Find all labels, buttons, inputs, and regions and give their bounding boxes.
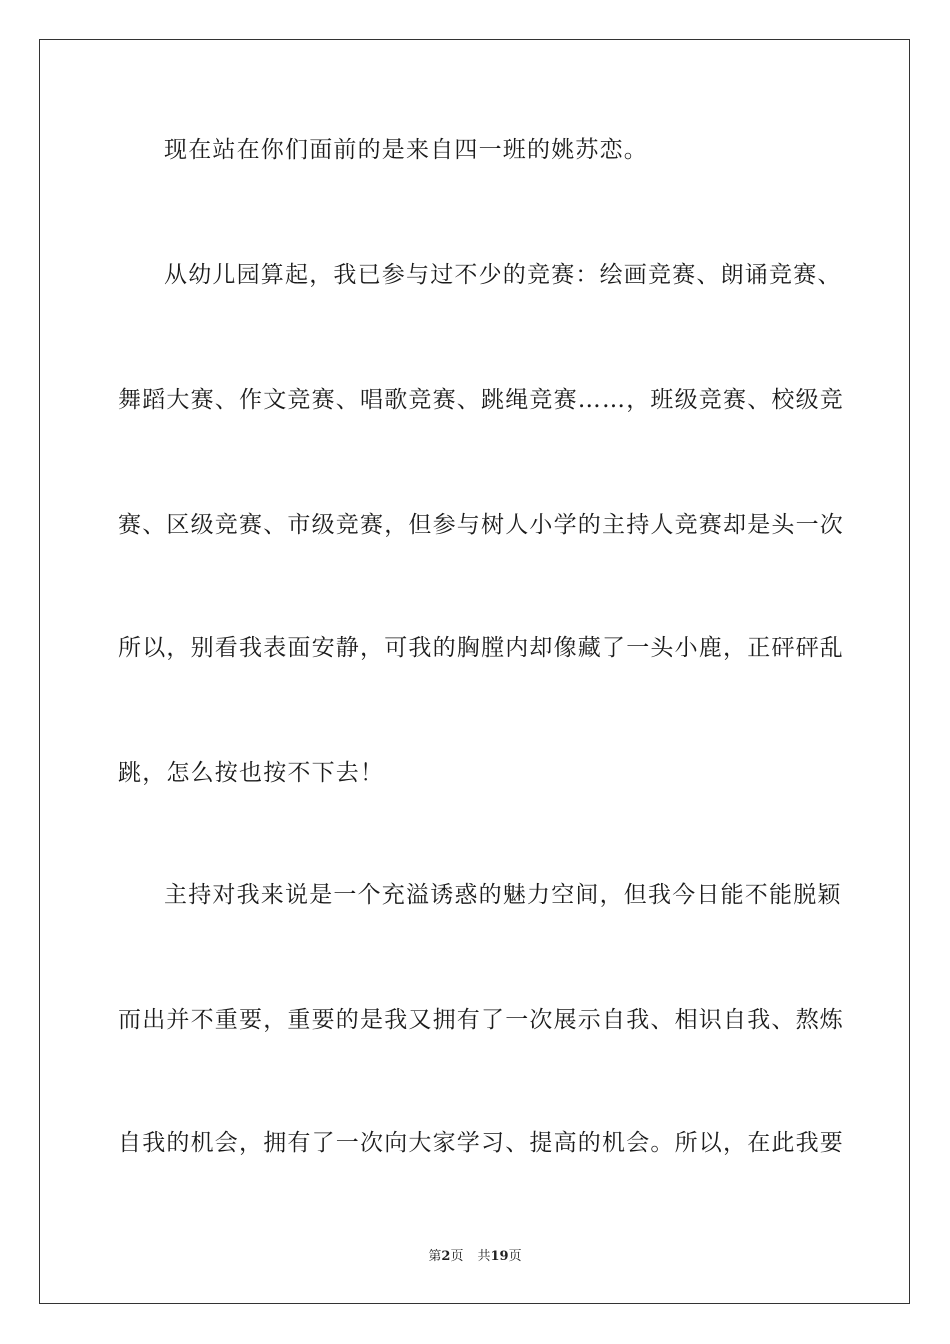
paragraph-line: 所以，别看我表面安静，可我的胸膛内却像藏了一头小鹿，正砰砰乱	[118, 635, 844, 661]
paragraph-line: 现在站在你们面前的是来自四一班的姚苏恋。	[164, 137, 648, 163]
page-border	[39, 39, 910, 1304]
total-prefix: 共	[477, 1249, 491, 1264]
paragraph-line: 赛、区级竞赛、市级竞赛，但参与树人小学的主持人竞赛却是头一次	[118, 512, 844, 538]
page-prefix: 第	[428, 1249, 442, 1264]
total-pages: 19	[490, 1249, 509, 1264]
paragraph-line: 从幼儿园算起，我已参与过不少的竞赛：绘画竞赛、朗诵竞赛、	[164, 262, 842, 288]
page-footer	[0, 1248, 950, 1266]
paragraph-line: 自我的机会，拥有了一次向大家学习、提高的机会。所以，在此我要	[118, 1130, 844, 1156]
paragraph-line: 跳，怎么按也按不下去！	[118, 760, 385, 786]
total-suffix: 页	[508, 1249, 522, 1264]
paragraph-line: 而出并不重要，重要的是我又拥有了一次展示自我、相识自我、熬炼	[118, 1007, 844, 1033]
paragraph-line: 舞蹈大赛、作文竞赛、唱歌竞赛、跳绳竞赛……，班级竞赛、校级竞	[118, 387, 844, 413]
page-suffix: 页	[450, 1249, 464, 1264]
paragraph-line: 主持对我来说是一个充溢诱惑的魅力空间，但我今日能不能脱颖	[164, 882, 842, 908]
page-number: 2	[441, 1249, 451, 1264]
